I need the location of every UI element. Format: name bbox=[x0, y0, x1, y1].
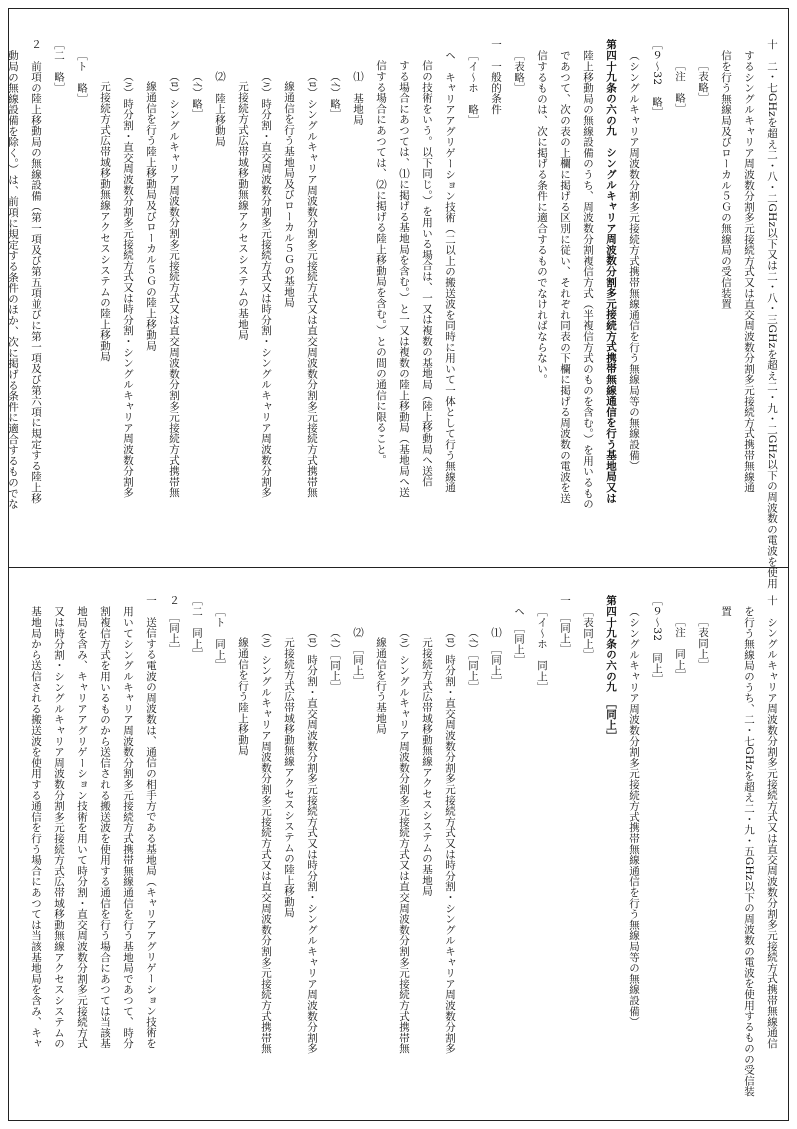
text-line: 信を行う無線局及びローカル５Ｇの無線局の受信装置 bbox=[720, 49, 732, 309]
text-line: ［表同上］ bbox=[582, 605, 594, 660]
text-line: 信するものは、次に掲げる条件に適合するものでなければならない。 bbox=[536, 49, 548, 385]
text-line: （ﾊ）時分割・直交周波数分割多元接続方式又は時分割・シングルキャリア周波数分割多 bbox=[260, 70, 272, 498]
text-line: 十 シングルキャリア周波数分割多元接続方式又は直交周波数分割多元接続方式携帯無線通信 bbox=[766, 595, 778, 1049]
text-line: （ﾛ）時分割・直交周波数分割多元接続方式又は時分割・シングルキャリア周波数分割多 bbox=[306, 626, 318, 1054]
text-line: ヘ ［同上］ bbox=[513, 605, 525, 666]
current-text-section bbox=[15, 595, 782, 1115]
text-line: 又は時分割・シングルキャリア周波数分割多元接続方式広帯域移動無線アクセスシステムの bbox=[53, 605, 65, 1049]
text-line: 線通信を行う基地局及びローカル５Ｇの基地局 bbox=[283, 81, 295, 308]
text-line: 元接続方式広帯域移動無線アクセスシステムの基地局 bbox=[237, 81, 249, 341]
text-line: であつて、次の表の上欄に掲げる区別に従い、それぞれ同表の下欄に掲げる周波数の電波を送 bbox=[559, 49, 571, 504]
text-line: 地局を含み、キャリアアグリゲーション技術を用いて時分割・直交周波数分割多元接続方式 bbox=[76, 605, 88, 1049]
text-line: 割複信方式を用いるものから送信される搬送波を使用する通信を行う場合にあつては当該基 bbox=[99, 605, 111, 1049]
text-line: ［９〜32 略］ bbox=[651, 39, 663, 118]
text-line: 信の技術をいう。以下同じ。）を用いる場合は、一又は複数の基地局（陸上移動局へ送信 bbox=[421, 60, 433, 487]
text-line: 線通信を行う基地局 bbox=[375, 637, 387, 735]
text-line: 元接続方式広帯域移動無線アクセスシステムの基地局 bbox=[421, 637, 433, 897]
text-line: ［二 略］ bbox=[53, 39, 65, 93]
text-line: ⑵ ［同上］ bbox=[352, 626, 364, 687]
text-line: （シングルキャリア周波数分割多元接続方式携帯無線通信を行う無線局等の無線設備） bbox=[628, 605, 640, 1027]
text-line: するシングルキャリア周波数分割多元接続方式又は直交周波数分割多元接続方式携帯無線通 bbox=[743, 49, 755, 493]
text-line: 動局の無線設備を除く。）は、前項に規定する条件のほか、次に掲げる条件に適合するものでな bbox=[7, 49, 19, 509]
text-line: ２ ［同上］ bbox=[168, 595, 180, 655]
text-line: 元接続方式広帯域移動無線アクセスシステムの陸上移動局 bbox=[99, 81, 111, 362]
text-line: （ﾊ）シングルキャリア周波数分割多元接続方式又は直交周波数分割多元接続方式携帯無 bbox=[260, 626, 272, 1054]
text-line: ［イ〜ホ 略］ bbox=[467, 49, 479, 126]
text-line: 第四十九条の六の九 シングルキャリア周波数分割多元接続方式携帯無線通信を行う基地局又は bbox=[605, 39, 617, 504]
revised-text-section bbox=[7, 39, 782, 589]
text-line: ［表略］ bbox=[513, 49, 525, 93]
text-line: （ｲ）略］ bbox=[191, 70, 203, 120]
text-line: 基地局から送信される搬送波を使用する通信を行う場合にあつては当該基地局を含み、キャ bbox=[30, 605, 42, 1049]
text-line: ［９〜32 同上］ bbox=[651, 595, 663, 685]
text-line: 一 一般的条件 bbox=[490, 39, 502, 115]
document-page bbox=[8, 8, 789, 1121]
text-line: ［注 同上］ bbox=[674, 616, 686, 681]
text-line: ［ト 略］ bbox=[76, 49, 88, 104]
text-line: ⑴ ［同上］ bbox=[490, 626, 502, 687]
text-line: ⑵ 陸上移動局 bbox=[214, 70, 226, 147]
text-line: 線通信を行う陸上移動局 bbox=[237, 637, 249, 756]
text-line: （ﾛ）時分割・直交周波数分割多元接続方式又は時分割・シングルキャリア周波数分割多 bbox=[444, 626, 456, 1054]
text-line: ［表略］ bbox=[697, 60, 709, 104]
text-line: 一 送信する電波の周波数は、通信の相手方である基地局（キャリアアグリゲーション技術を bbox=[145, 595, 157, 1049]
text-line: ⑴ 基地局 bbox=[352, 70, 364, 125]
text-line: ［イ〜ホ 同上］ bbox=[536, 605, 548, 692]
text-line: （ﾛ）シングルキャリア周波数分割多元接続方式又は直交周波数分割多元接続方式携帯無 bbox=[168, 70, 180, 498]
text-line: 線通信を行う陸上移動局及びローカル５Ｇの陸上移動局 bbox=[145, 81, 157, 351]
text-line: （ｲ）略］ bbox=[329, 70, 341, 120]
text-line: 信する場合にあつては、⑵に掲げる陸上移動局を含む。）との間の通信に限ること。 bbox=[375, 60, 387, 466]
text-line: 一 ［同上］ bbox=[559, 595, 571, 655]
text-line: （シングルキャリア周波数分割多元接続方式携帯無線通信を行う無線局等の無線設備） bbox=[628, 49, 640, 471]
text-line: 元接続方式広帯域移動無線アクセスシステムの陸上移動局 bbox=[283, 637, 295, 918]
section-divider bbox=[9, 567, 788, 568]
text-line: （ﾛ）シングルキャリア周波数分割多元接続方式又は直交周波数分割多元接続方式携帯無 bbox=[306, 70, 318, 498]
text-line: する場合にあつては、⑴に掲げる基地局を含む。）と一又は複数の陸上移動局（基地局へ送 bbox=[398, 60, 410, 498]
text-line: （ﾊ）時分割・直交周波数分割多元接続方式又は時分割・シングルキャリア周波数分割多 bbox=[122, 70, 134, 498]
text-line: （ｲ）［同上］ bbox=[467, 626, 479, 692]
text-line: （ﾊ）シングルキャリア周波数分割多元接続方式又は直交周波数分割多元接続方式携帯無 bbox=[398, 626, 410, 1054]
text-line: 陸上移動局の無線設備のうち、周波数分割複信方式（半複信方式のものを含む。）を用いるもの bbox=[582, 49, 594, 509]
text-line: ［二 同上］ bbox=[191, 595, 203, 660]
text-line: ［表同上］ bbox=[697, 616, 709, 670]
text-line: ヘ キャリアアグリゲーション技術（二以上の搬送波を同時に用いて一体として行う無線通 bbox=[444, 49, 456, 493]
text-line: ［ト 同上］ bbox=[214, 605, 226, 671]
text-line: 第四十九条の六の九 ［同上］ bbox=[605, 595, 617, 741]
text-line: ［注 略］ bbox=[674, 60, 686, 114]
text-line: 置 bbox=[720, 605, 732, 617]
text-line: （ｲ）［同上］ bbox=[329, 626, 341, 692]
text-line: 用いてシングルキャリア周波数分割多元接続方式携帯無線通信を行う基地局であつて、時分 bbox=[122, 605, 134, 1049]
text-line: を行う無線局のうち、二・七GHzを超え二・九・五GHz以下の周波数の電波を使用するものの受信装 bbox=[743, 605, 755, 1097]
text-line: 十 二・七GHzを超え二・八・二GHz以下又は二・八・三GHzを超え二・九・二GHz以下の周波数の電波を使用 bbox=[766, 39, 778, 589]
text-line: ２ 前項の陸上移動局の無線設備（第一項及び第五項並びに第一項及び第六項に規定する陸上移 bbox=[30, 39, 42, 504]
